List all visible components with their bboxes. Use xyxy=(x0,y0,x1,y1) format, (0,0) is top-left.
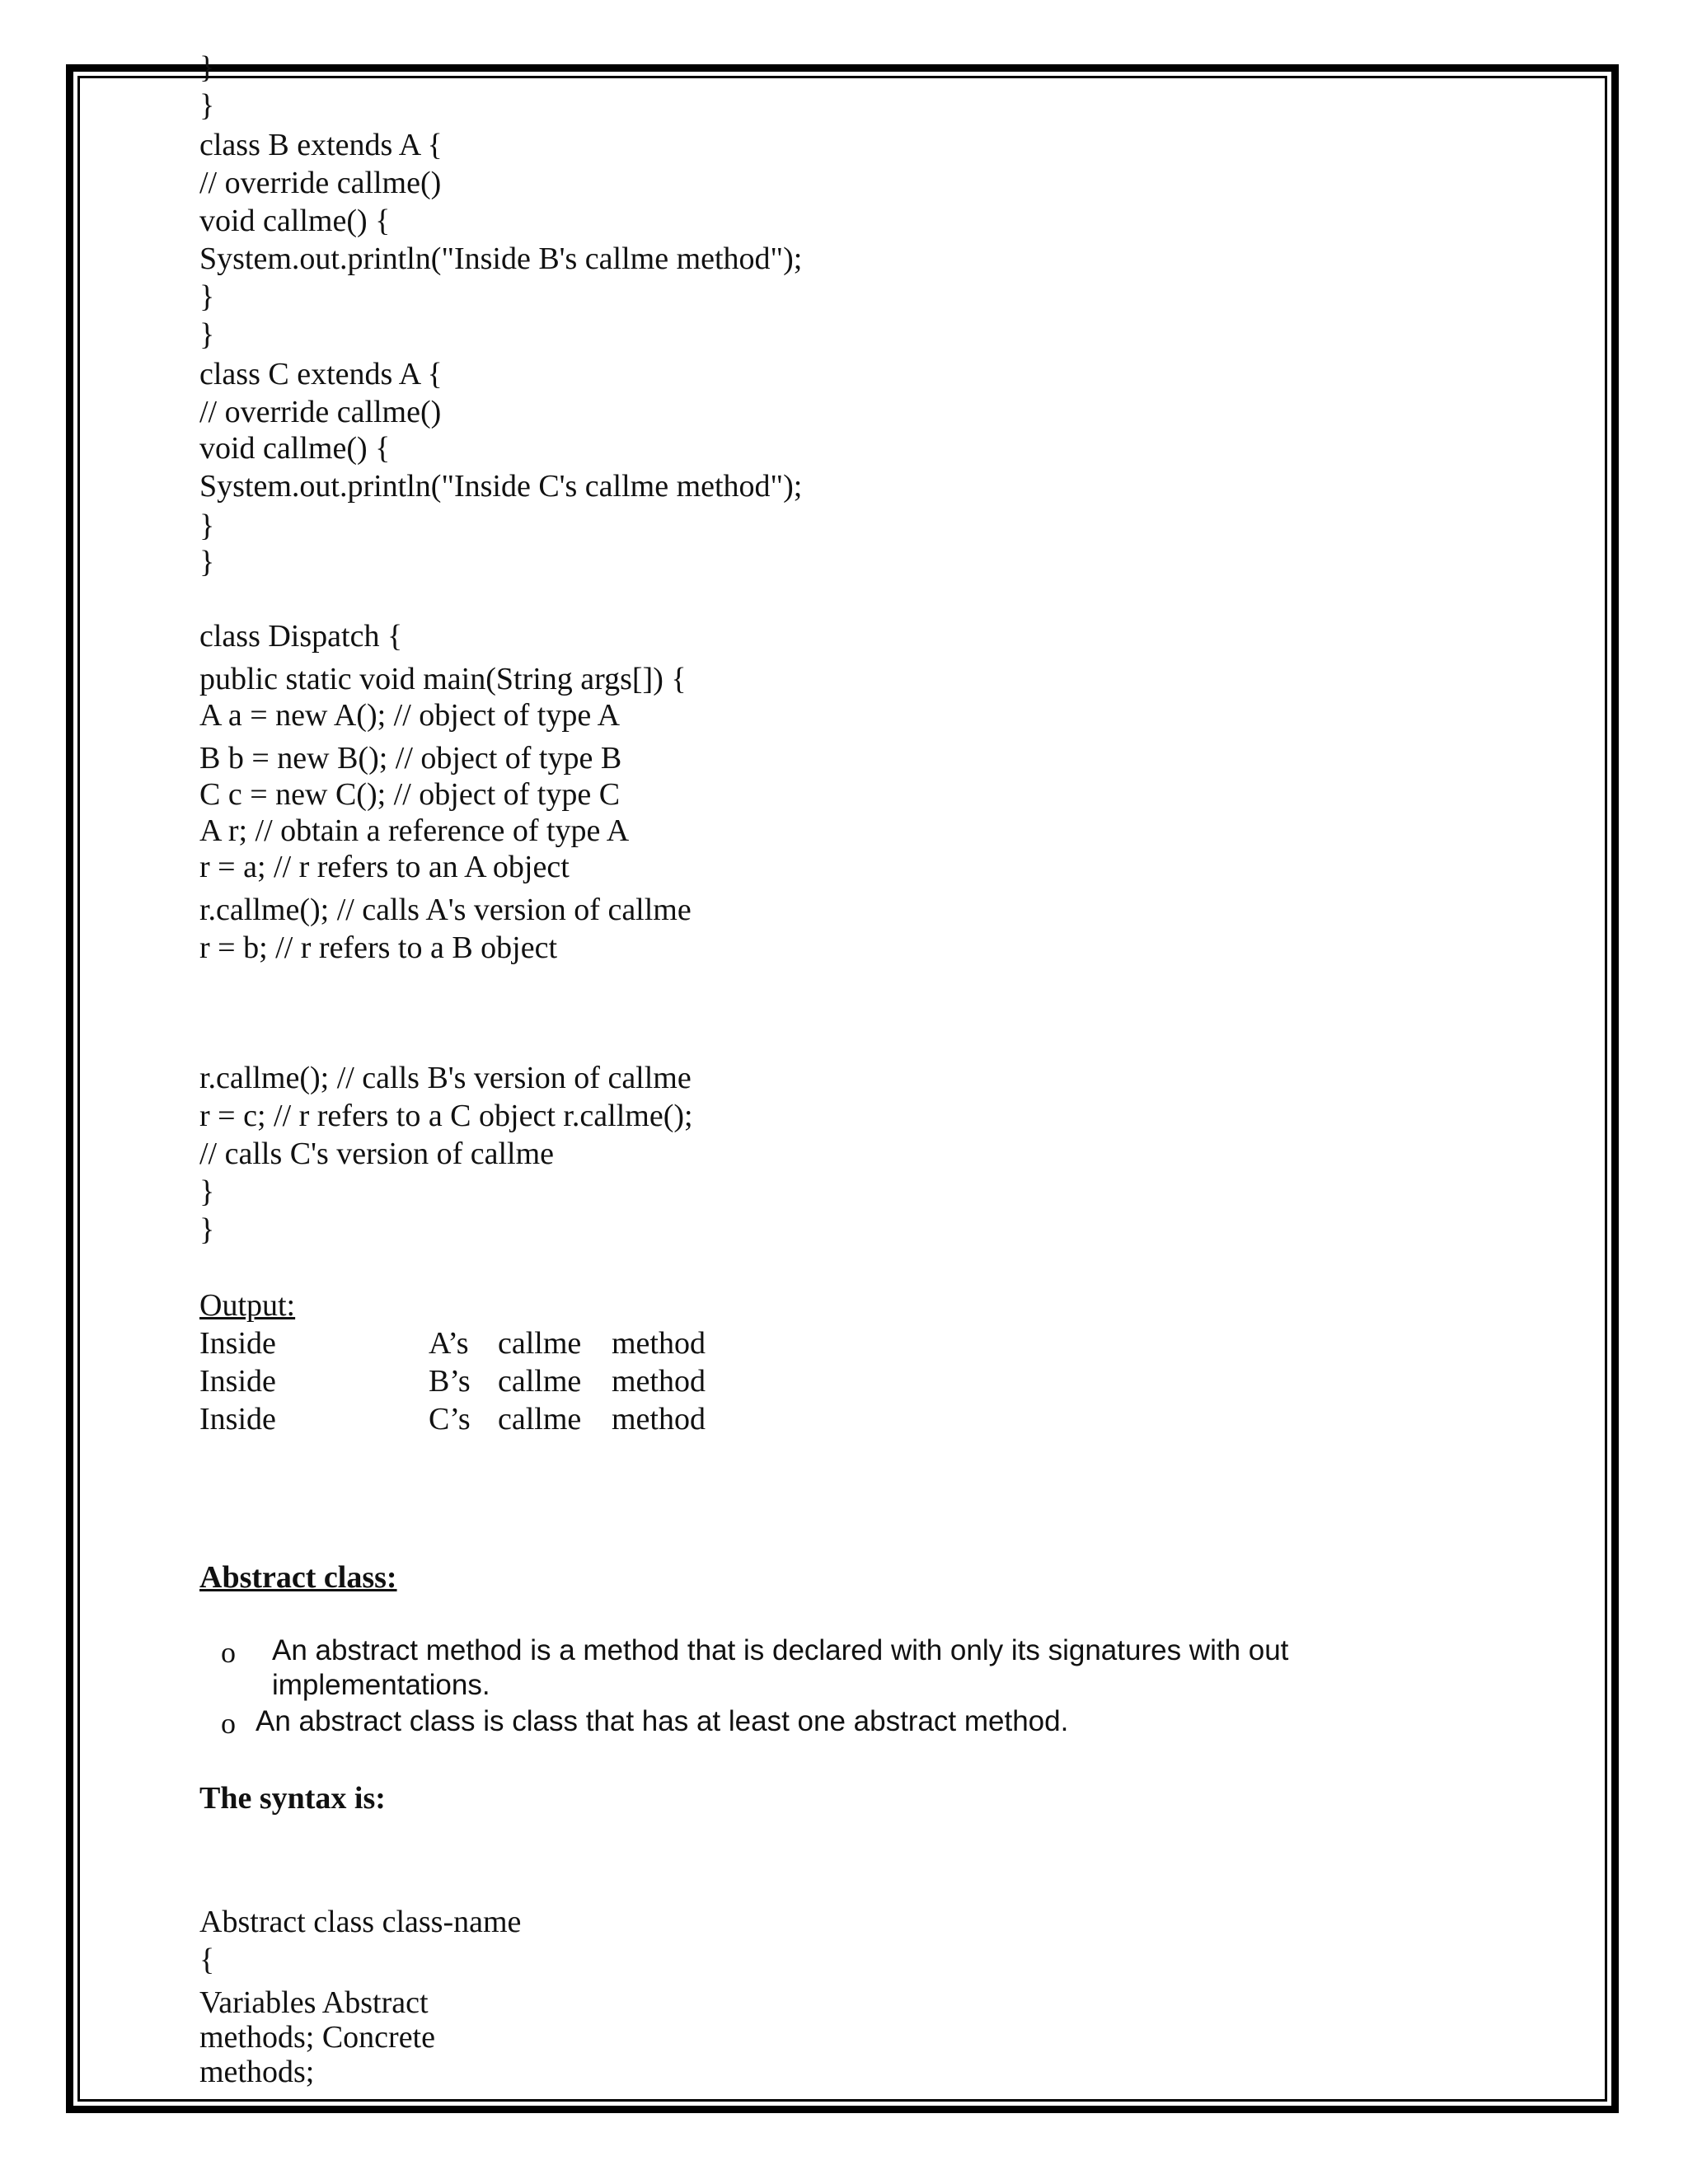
bullet-text-continued: implementations. xyxy=(272,1669,490,1701)
code-line: // calls C's version of callme xyxy=(199,1137,555,1171)
code-line: } xyxy=(199,88,215,123)
bullet-text: An abstract class is class that has at least one abstract method. xyxy=(256,1705,1069,1737)
syntax-line: Abstract class class-name xyxy=(199,1905,522,1939)
code-line: class B extends A { xyxy=(199,128,443,162)
code-line: r = a; // r refers to an A object xyxy=(199,850,570,884)
code-line: r = c; // r refers to a C object r.callme(); xyxy=(199,1099,693,1133)
output-method: method xyxy=(612,1402,706,1436)
code-line: } xyxy=(199,317,215,352)
output-word: Inside xyxy=(199,1326,276,1361)
syntax-line: methods; xyxy=(199,2055,315,2089)
output-callme: callme xyxy=(498,1326,582,1361)
code-line: A a = new A(); // object of type A xyxy=(199,698,621,733)
code-line: A r; // obtain a reference of type A xyxy=(199,813,630,848)
output-class: B’s xyxy=(429,1364,471,1399)
code-line: // override callme() xyxy=(199,395,442,429)
bullet-text: An abstract method is a method that is declared with only its signatures with out xyxy=(272,1634,1289,1666)
code-line: void callme() { xyxy=(199,431,391,466)
output-callme: callme xyxy=(498,1364,582,1399)
code-line: } xyxy=(199,1212,215,1247)
code-line: } xyxy=(199,50,215,85)
bullet-marker: o xyxy=(221,1707,236,1740)
code-line: } xyxy=(199,509,215,543)
abstract-class-heading: Abstract class: xyxy=(199,1560,397,1595)
syntax-heading: The syntax is: xyxy=(199,1781,386,1816)
output-word: Inside xyxy=(199,1364,276,1399)
code-line: // override callme() xyxy=(199,166,442,200)
code-line: r = b; // r refers to a B object xyxy=(199,930,558,965)
code-line: System.out.println("Inside B's callme method"); xyxy=(199,241,803,276)
bullet-marker: o xyxy=(221,1636,236,1669)
output-method: method xyxy=(612,1364,706,1399)
code-line: } xyxy=(199,545,215,579)
output-label: Output: xyxy=(199,1288,296,1323)
output-word: Inside xyxy=(199,1402,276,1436)
output-method: method xyxy=(612,1326,706,1361)
code-line: System.out.println("Inside C's callme method"); xyxy=(199,469,803,504)
code-line: r.callme(); // calls B's version of callme xyxy=(199,1061,692,1095)
code-line: } xyxy=(199,1174,215,1209)
output-callme: callme xyxy=(498,1402,582,1436)
syntax-line: methods; Concrete xyxy=(199,2020,435,2055)
code-line: class C extends A { xyxy=(199,357,443,391)
output-class: C’s xyxy=(429,1402,471,1436)
code-line: public static void main(String args[]) { xyxy=(199,662,687,696)
code-line: B b = new B(); // object of type B xyxy=(199,741,622,776)
output-class: A’s xyxy=(429,1326,469,1361)
code-line: C c = new C(); // object of type C xyxy=(199,777,621,812)
syntax-line: Variables Abstract xyxy=(199,1985,429,2020)
code-line: class Dispatch { xyxy=(199,619,403,654)
syntax-line: { xyxy=(199,1943,215,1977)
code-line: r.callme(); // calls A's version of callme xyxy=(199,893,692,927)
code-line: } xyxy=(199,279,215,314)
code-line: void callme() { xyxy=(199,204,391,238)
